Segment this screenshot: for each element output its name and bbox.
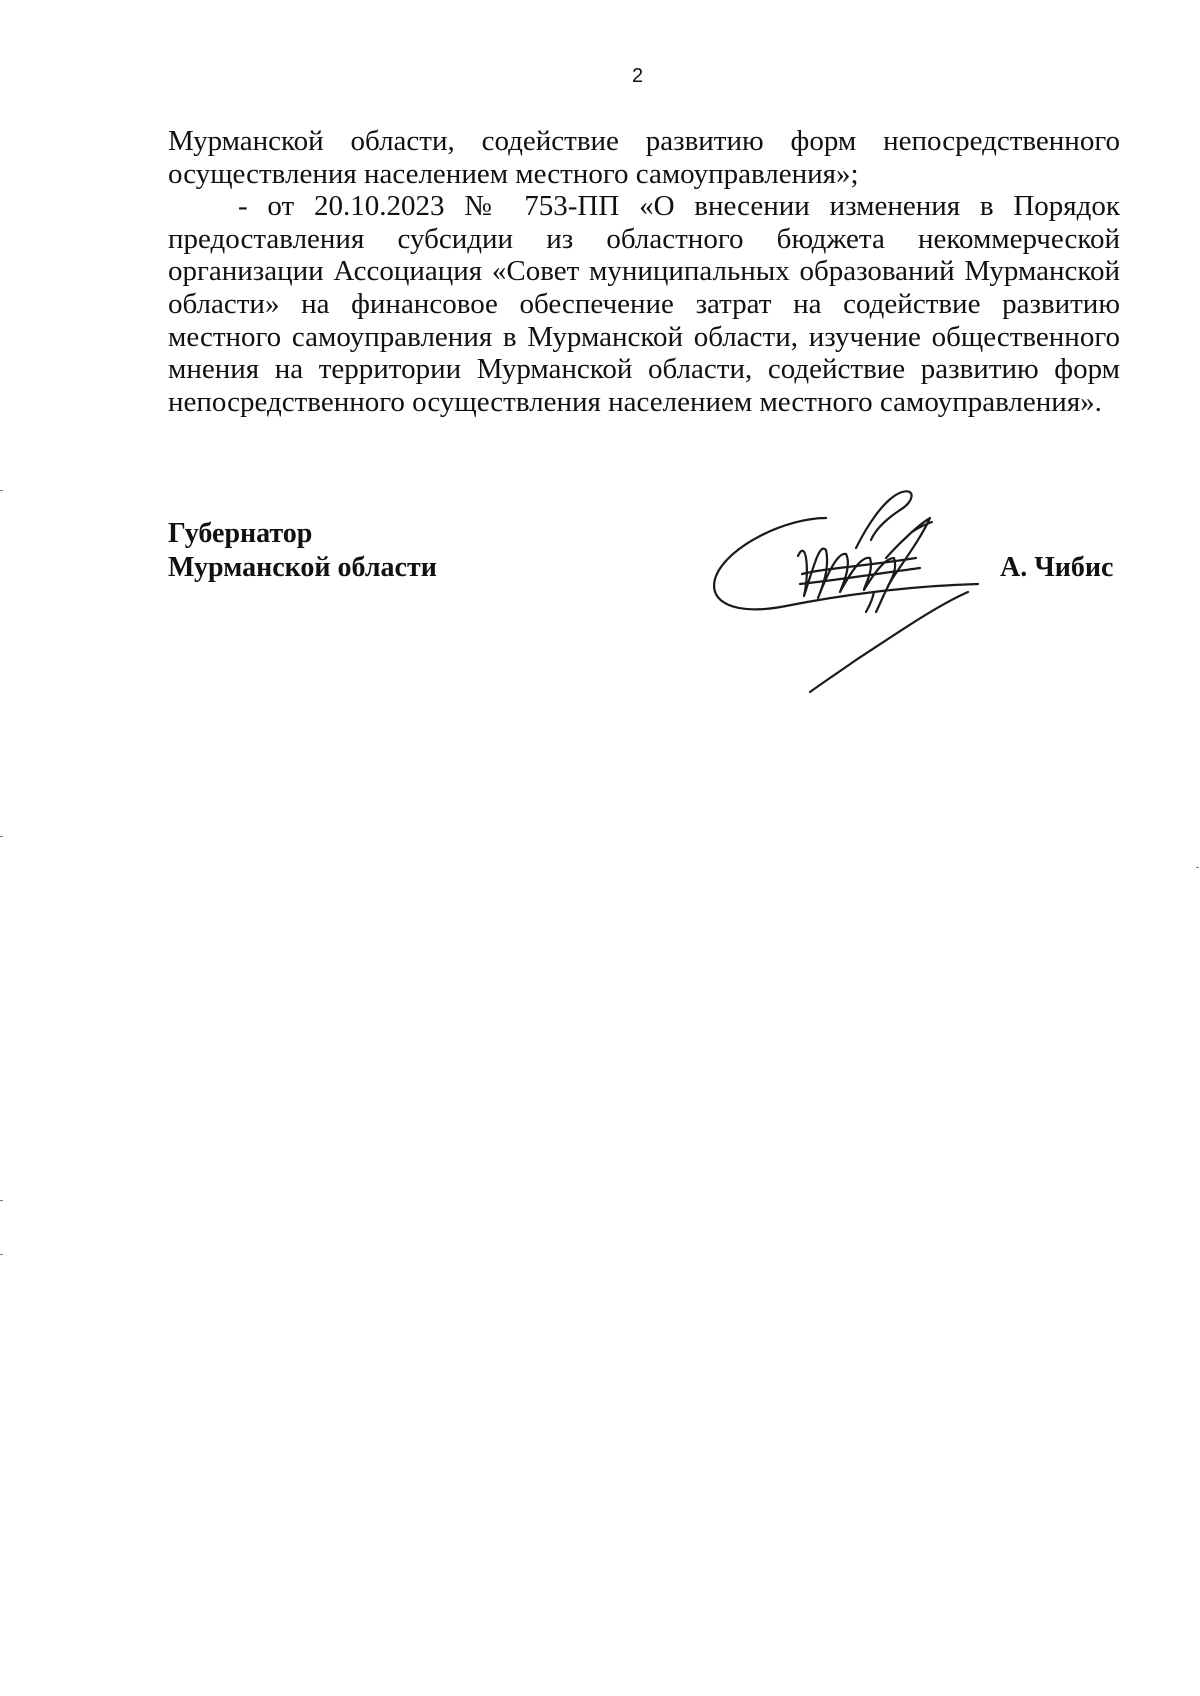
paragraph-resolution-item: - от 20.10.2023 № 753-ПП «О внесении изменения в Порядок предоставления субсидии из областного бюджета некоммерческой организации Ассоциация «Совет муниципальных образований Мурманской области» на финансовое обеспечение затрат на содействие развитию местного самоуправления в Мурманской области, изучение общественного мнения на территории Мурманской области, содействие развитию форм непосредственного осуществления населением местного самоуправления». <box>168 190 1120 418</box>
paragraph-continuation: Мурманской области, содействие развитию форм непосредственного осуществления населением местного самоуправления»; <box>168 125 1120 190</box>
signer-position-line1: Губернатор <box>168 518 313 549</box>
signer-name: А. Чибис <box>1000 552 1114 583</box>
scan-artifact <box>0 1200 3 1201</box>
scan-artifact <box>0 836 3 837</box>
scan-artifact <box>0 490 3 491</box>
page-number: 2 <box>631 65 644 87</box>
signer-position <box>168 517 437 585</box>
signer-position-line2: Мурманской области <box>168 552 437 583</box>
document-body <box>168 125 1120 418</box>
scan-artifact <box>0 1254 3 1255</box>
scan-artifact <box>1196 867 1199 868</box>
handwritten-signature <box>706 488 986 698</box>
